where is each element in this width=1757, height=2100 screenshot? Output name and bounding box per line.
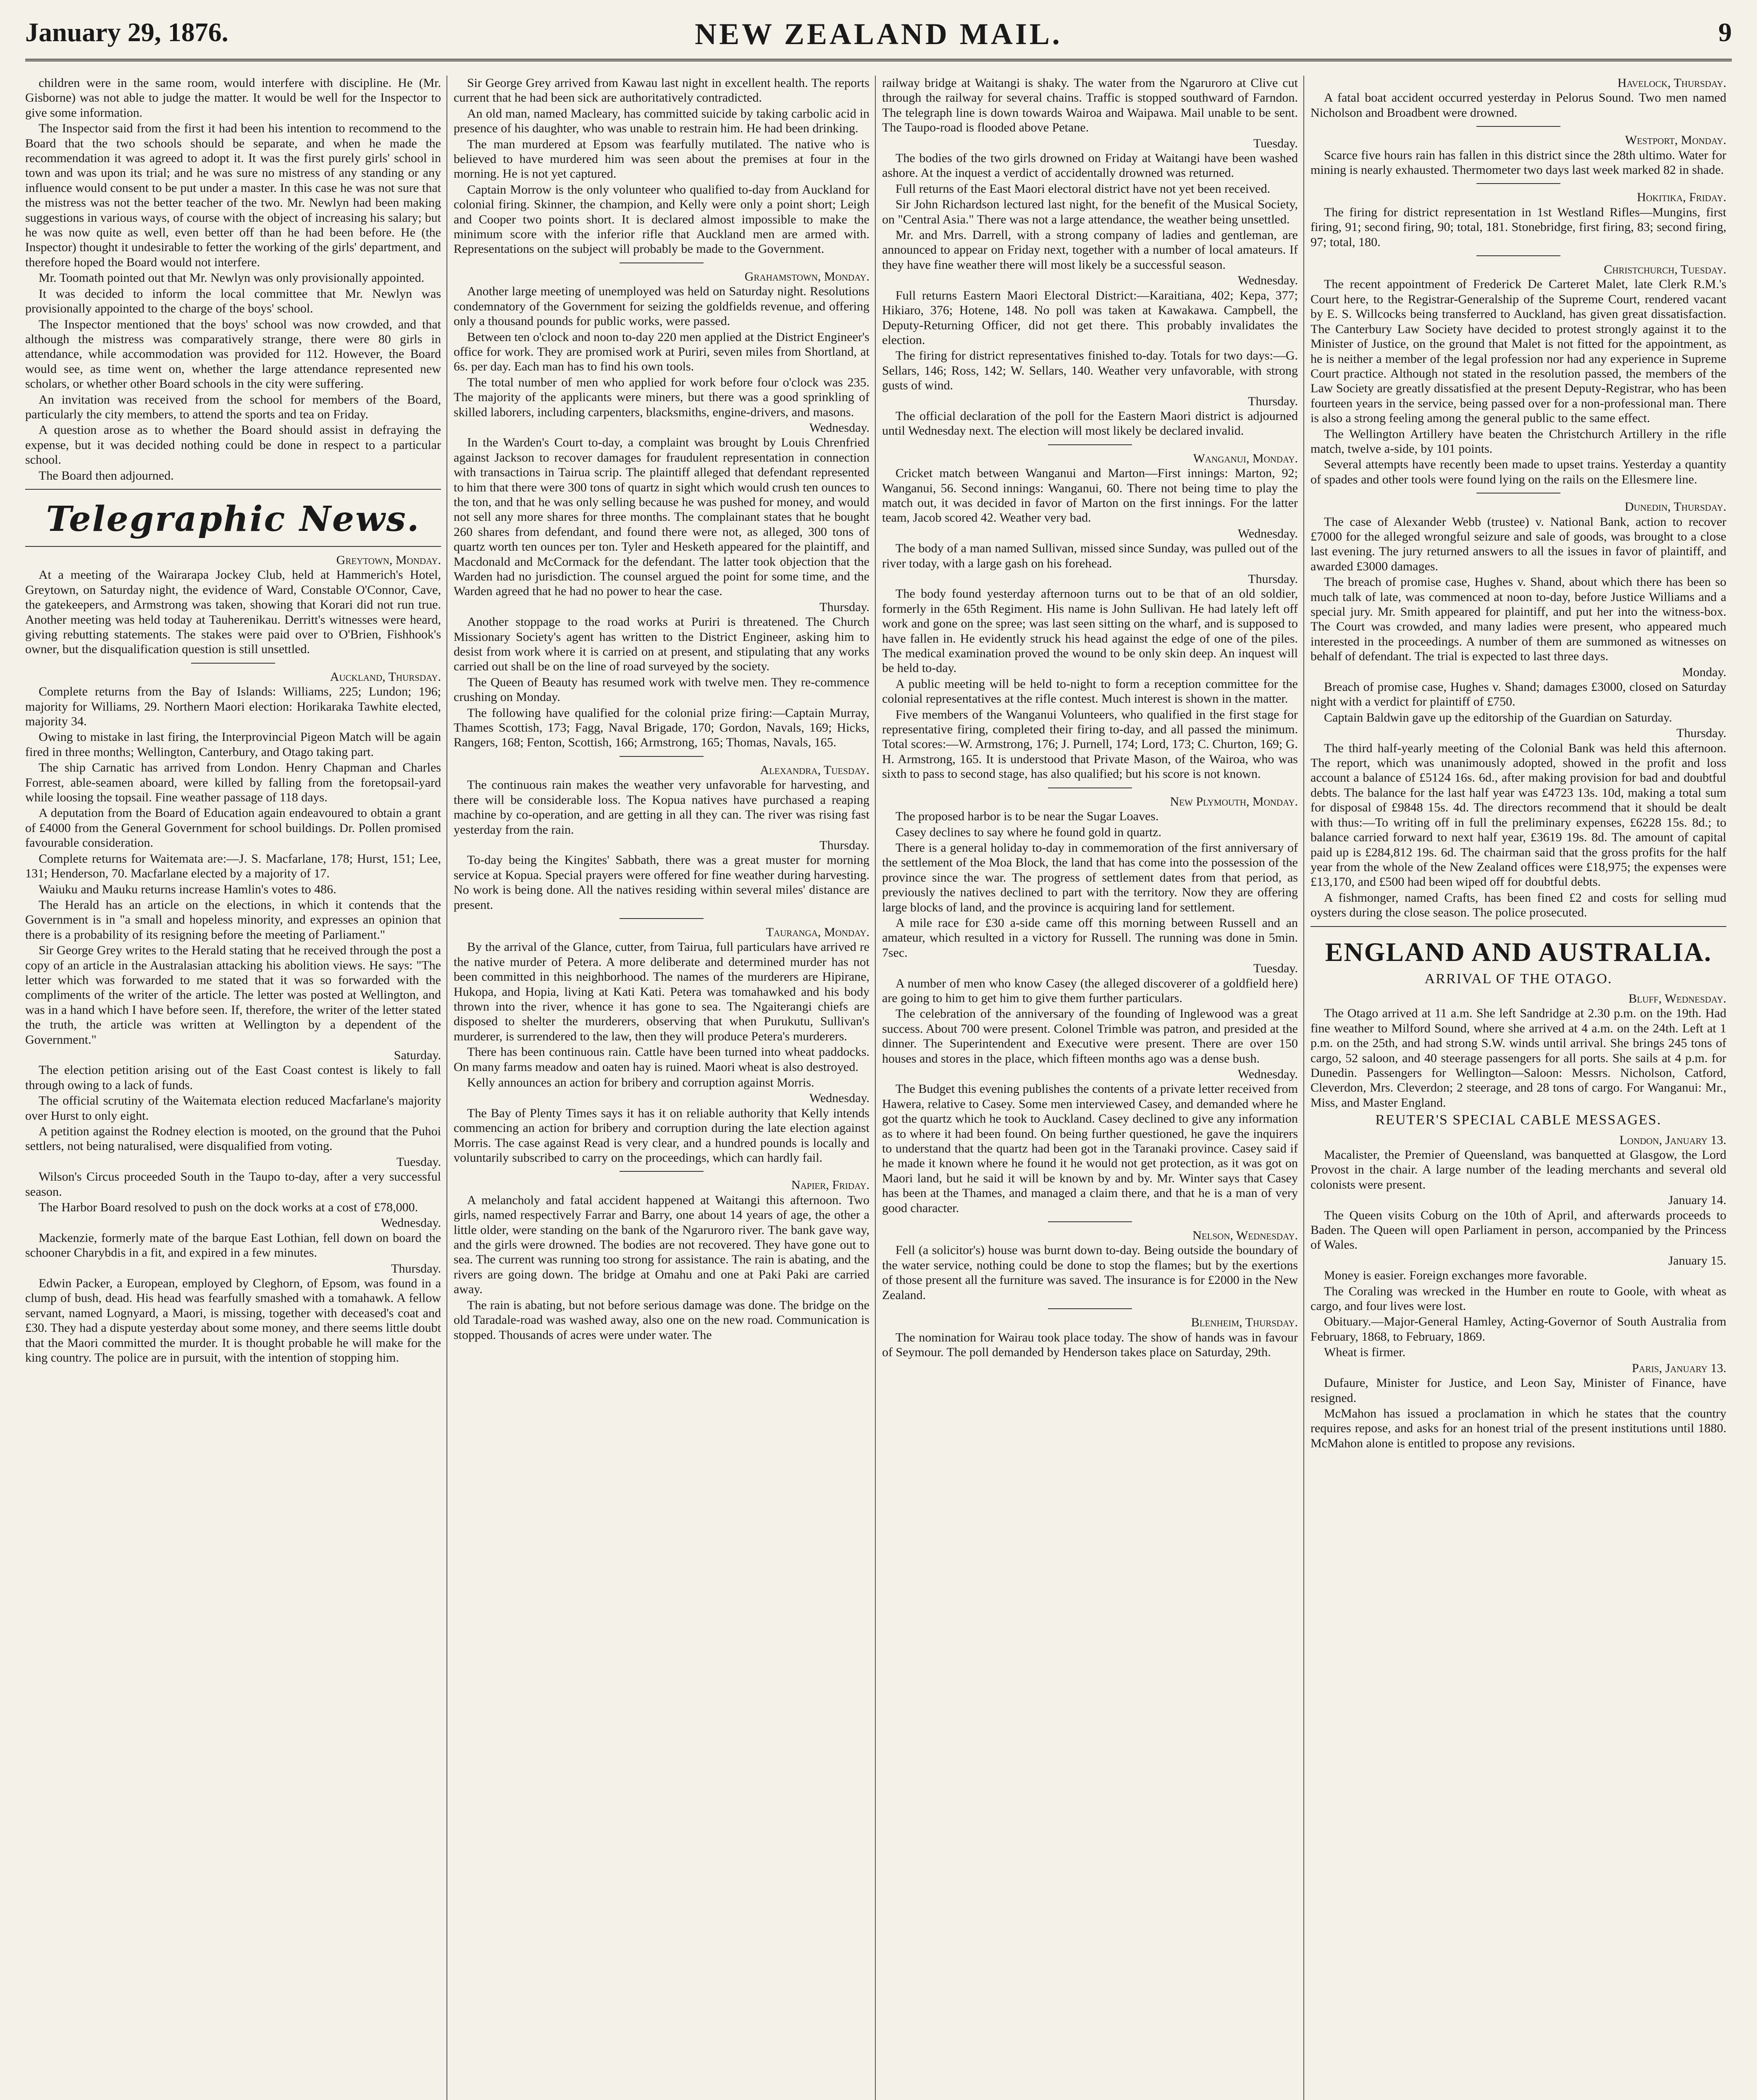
paragraph: The breach of promise case, Hughes v. Shand, about which there has been so much talk of late, was commenced at noon to-day, before Justice Williams and a special jury. Mr. Smith appeared for plaintiff, and put her into the witness-box. The Court was crowded, and many ladies were present, who appeared much interested in the proceedings. A number of them are summoned as witnesses on behalf of defendant. The trial is expected to last three days. bbox=[1311, 575, 1726, 664]
day-subhead: Wednesday. bbox=[381, 1216, 441, 1230]
paragraph: Edwin Packer, a European, employed by Cleghorn, of Epsom, was found in a clump of bush, dead. His head was fearfully smashed with a tomahawk. A fellow servant, named Lognyard, a Maori, is missing, together with deceased's coat and £30. They had a dispute yesterday about some money, and there seems little doubt that the Maori committed the murder. It is thought probable he will make for the king country. The police are in pursuit, with the intention of stopping him. bbox=[25, 1276, 441, 1365]
paragraph: Between ten o'clock and noon to-day 220 men applied at the District Engineer's office for work. They are promised work at Puriri, seven miles from Shortland, at 6s. per day. Each man has to find his own tools. bbox=[454, 330, 869, 374]
day-subhead: Wednesday. bbox=[1237, 273, 1298, 288]
dateline: Blenheim, Thursday. bbox=[1191, 1315, 1298, 1330]
paragraph: Mr. Toomath pointed out that Mr. Newlyn was only provisionally appointed. bbox=[39, 271, 425, 285]
day-subhead: Thursday. bbox=[1676, 726, 1726, 740]
item-divider bbox=[1476, 493, 1560, 494]
paragraph: Complete returns for Waitemata are:—J. S. Macfarlane, 178; Hurst, 151; Lee, 131; Henderson, 70. Macfarlane elected by a majority of 17. bbox=[25, 851, 441, 881]
paragraph: There has been continuous rain. Cattle have been turned into wheat paddocks. On many farms meadow and oaten hay is ruined. Maori wheat is also destroyed. bbox=[454, 1045, 869, 1074]
paragraph: Obituary.—Major-General Hamley, Acting-Governor of South Australia from February, 1868, to February, 1869. bbox=[1311, 1315, 1726, 1344]
item-divider bbox=[1476, 126, 1560, 127]
paragraph: An old man, named Macleary, has committed suicide by taking carbolic acid in presence of his daughter, who was unable to restrain him. He had been drinking. bbox=[454, 106, 869, 136]
paragraph: The case of Alexander Webb (trustee) v. National Bank, action to recover £7000 for the alleged wrongful seizure and sale of goods, was brought to a close last evening. The jury returned answers to all the issues in favor of plaintiff, and awarded £3000 damages. bbox=[1311, 514, 1726, 573]
paragraph: A petition against the Rodney election is mooted, on the ground that the Puhoi settlers, not being naturalised, were disqualified from voting. bbox=[25, 1124, 441, 1153]
paragraph: A deputation from the Board of Education again endeavoured to obtain a grant of £4000 from the General Government for school buildings. Dr. Pollen promised favourable consideration. bbox=[25, 806, 441, 850]
paragraph: A number of men who know Casey (the alleged discoverer of a goldfield here) are going to him to get him to give them further particulars. bbox=[882, 976, 1298, 1005]
paragraph: The Harbor Board resolved to push on the dock works at a cost of £78,000. bbox=[39, 1200, 418, 1215]
dateline: Grahamstown, Monday. bbox=[744, 269, 869, 284]
paragraph: The body of a man named Sullivan, missed since Sunday, was pulled out of the river today, with a large gash on his forehead. bbox=[882, 541, 1298, 570]
day-subhead: January 15. bbox=[1668, 1253, 1726, 1268]
paragraph: Full returns of the East Maori electoral district have not yet been received. bbox=[896, 181, 1271, 196]
paragraph: The election petition arising out of the East Coast contest is likely to fall through owing to a lack of funds. bbox=[25, 1063, 441, 1092]
day-subhead: Wednesday. bbox=[809, 1091, 869, 1105]
masthead bbox=[25, 17, 1732, 61]
paragraph: Another stoppage to the road works at Puriri is threatened. The Church Missionary Society's agent has written to the District Engineer, asking him to desist from work where it is carried on at present, and stipulating that any works carried out shall be on the line of road surveyed by the society. bbox=[454, 615, 869, 674]
paragraph: The Inspector mentioned that the boys' school was now crowded, and that although the mistress was comparatively strange, there were 80 girls in attendance, while accommodation was provided for 112. However, the Board would see, as time went on, whether the large attendance represented new scholars, or whether other Board schools in the city were suffering. bbox=[25, 317, 441, 391]
paragraph: The nomination for Wairau took place today. The show of hands was in favour of Seymour. The poll demanded by Henderson takes place on Saturday, 29th. bbox=[882, 1330, 1298, 1359]
paragraph: Captain Baldwin gave up the editorship of the Guardian on Saturday. bbox=[1324, 710, 1672, 724]
dateline: London, January 13. bbox=[1619, 1133, 1726, 1147]
section-heading-telegraphic-news: Telegraphic News. bbox=[46, 499, 420, 539]
dateline: Havelock, Thursday. bbox=[1617, 76, 1726, 90]
paragraph: The Coraling was wrecked in the Humber en route to Goole, with wheat as cargo, and four lives were lost. bbox=[1311, 1284, 1726, 1313]
day-subhead: Thursday. bbox=[1248, 572, 1298, 586]
day-subhead: Tuesday. bbox=[1253, 136, 1298, 150]
paragraph: Money is easier. Foreign exchanges more favorable. bbox=[1324, 1268, 1587, 1283]
section-subheading: REUTER'S SPECIAL CABLE MESSAGES. bbox=[1375, 1112, 1662, 1128]
paragraph: The total number of men who applied for work before four o'clock was 235. The majority of the applicants were miners, but there was a good sprinkling of skilled laborers, including carpenters, blacksmiths, engine-drivers, and masons. bbox=[454, 375, 869, 419]
item-divider bbox=[1048, 1308, 1132, 1309]
paragraph: The Budget this evening publishes the contents of a private letter received from Hawera, relative to Casey. Some men interviewed Casey, and demanded where he got the quartz which he took to Auckland. Casey declined to give any information as to where it had been found. On being further questioned, he gave the inquirers to understand that the quartz had been got in the Taranaki province. Casey said if he made it known where he found it he would not get protection, as it was got on Maori land, but he said it will be known by and by. Mr. Winter says that Casey has been at the Thames, and managed a claim there, and that he is a man of very good character. bbox=[882, 1082, 1298, 1215]
day-subhead: Tuesday. bbox=[1253, 961, 1298, 976]
paragraph: The celebration of the anniversary of the founding of Inglewood was a great success. About 700 were present. Colonel Trimble was patron, and presided at the dinner. The Superintendent and Executive were present. There are over 150 houses and stores in the place, which fifteen months ago was a dense bush. bbox=[882, 1007, 1298, 1066]
day-subhead: Thursday. bbox=[1248, 394, 1298, 408]
dateline: Napier, Friday. bbox=[791, 1178, 869, 1192]
paragraph: Mr. and Mrs. Darrell, with a strong company of ladies and gentleman, are announced to appear on Friday next, together with a number of local amateurs. If they have fine weather there will most likely be a successful season. bbox=[882, 228, 1298, 272]
dateline: Bluff, Wednesday. bbox=[1628, 991, 1726, 1005]
day-subhead: Thursday. bbox=[391, 1261, 441, 1276]
paragraph: The body found yesterday afternoon turns out to be that of an old soldier, formerly in the 65th Regiment. His name is John Sullivan. He had lately left off work and gone on the spree; was last seen sitting on the wharf, and is supposed to have fallen in. He evidently struck his head against the edge of one of the piles. The medical examination proved the wound to be only skin deep. An inquest will be held to-day. bbox=[882, 587, 1298, 675]
item-divider bbox=[1476, 255, 1560, 256]
paragraph: railway bridge at Waitangi is shaky. The water from the Ngaruroro at Clive cut through the railway for several chains. Traffic is stopped southward of Farndon. The telegraph line is down towards Wairoa and Waipawa. Mail unable to be sent. The Taupo-road is flooded above Petane. bbox=[882, 76, 1298, 135]
paragraph: The recent appointment of Frederick De Carteret Malet, late Clerk R.M.'s Court here, to the Registrar-Generalship of the Supreme Court, rendered vacant by E. S. Willcocks being transferred to Auckland, has given great dissatisfaction. The Canterbury Law Society have decided to protest strongly against it to the Minister of Justice, on the ground that Malet is not fitted for the appointment, as he is neither a member of the legal profession nor had any experience in Supreme Court practice. Although not stated in the resolution passed, the members of the Law Society are greatly dissatisfied at the present Deputy-Registrar, who has been fourteen years in the service, being passed over for a non-professional man. There is also a strong feeling among the general public to the same effect. bbox=[1311, 277, 1726, 425]
paragraph: Owing to mistake in last firing, the Interprovincial Pigeon Match will be again fired in three months; Wellington, Canterbury, and Otago taking part. bbox=[25, 730, 441, 759]
paragraph: The Herald has an article on the elections, in which it contends that the Government is in "a small and hopeless minority, and expresses an opinion that there is a probability of its resigning before the meeting of Parliament." bbox=[25, 898, 441, 942]
paragraph: It was decided to inform the local committee that Mr. Newlyn was provisionally appointed to the charge of the boys' school. bbox=[25, 286, 441, 316]
paragraph: Breach of promise case, Hughes v. Shand; damages £3000, closed on Saturday night with a verdict for plaintiff of £750. bbox=[1311, 680, 1726, 709]
paragraph: The Bay of Plenty Times says it has it on reliable authority that Kelly intends commencing an action for bribery and corruption during the late election against Morris. The case against Read is very clear, and a hundred pounds is locally and voluntarily subscribed to carry on the proceedings, which can hardly fail. bbox=[454, 1106, 869, 1165]
paragraph: A melancholy and fatal accident happened at Waitangi this afternoon. Two girls, named respectively Farrar and Barry, one about 14 years of age, the other a little older, were standing on the bank of the Ngaruroro river. The bank gave way, and the girls were drowned. The bodies are not recovered. They have gone out to sea. The current was running too strong for assistance. The rain is abating, and the rivers are going down. The bridge at Omahu and one at Paki Paki are carried away. bbox=[454, 1193, 869, 1297]
column-1 bbox=[25, 76, 441, 2100]
dateline: Hokitika, Friday. bbox=[1637, 190, 1726, 205]
column-4 bbox=[1311, 76, 1726, 2100]
paragraph: children were in the same room, would interfere with discipline. He (Mr. Gisborne) was not able to judge the matter. It would be well for the Inspector to give some information. bbox=[25, 76, 441, 120]
dateline: New Plymouth, Monday. bbox=[1170, 794, 1298, 808]
paragraph: At a meeting of the Wairarapa Jockey Club, held at Hammerich's Hotel, Greytown, on Saturday night, the evidence of Ward, Constable O'Connor, Cave, the gatekeepers, and Armstrong was taken, showing that Korari did not run true. Another meeting was held today at Tauherenikau. Derritt's witnesses were heard, giving rebutting statements. The stakes were paid over to O'Brien, Fishhook's owner, but the disqualification question is still unsettled. bbox=[25, 568, 441, 656]
paragraph: To-day being the Kingites' Sabbath, there was a great muster for morning service at Kopua. Special prayers were offered for fine weather during harvesting. No work is being done. All the natives residing within several miles' distance are present. bbox=[454, 853, 869, 912]
column-rule bbox=[446, 76, 447, 2100]
paragraph: Wilson's Circus proceeded South in the Taupo to-day, after a very successful season. bbox=[25, 1170, 441, 1199]
paragraph: Sir John Richardson lectured last night, for the benefit of the Musical Society, on "Central Asia." There was not a large attendance, the weather being unsettled. bbox=[882, 197, 1298, 226]
paragraph: An invitation was received from the school for members of the Board, particularly the city members, to attend the sports and tea on Friday. bbox=[25, 392, 441, 421]
dateline: Tauranga, Monday. bbox=[766, 925, 869, 939]
section-divider bbox=[25, 489, 441, 490]
item-divider bbox=[620, 262, 704, 263]
paragraph: The Inspector said from the first it had been his intention to recommend to the Board that the two schools should be separate, and when he made the recommendation it was agreed to adopt it. It was the first purely girls' school in town and was upon its trial; and he was sure no mistress of any standing or any influence would consent to be put under a master. In this case he was not sure that the mistress was not the better teacher of the two. Mr. Newlyn had been making suggestions in various ways, of course with the object of increasing his salary; but he was now quite as well, even better off than he had been before. He (the Inspector) thought it undesirable to fetter the working of the girls' department, and therefore hoped the Board would not interfere. bbox=[25, 121, 441, 269]
paragraph: There is a general holiday to-day in commemoration of the first anniversary of the settlement of the Moa Block, the land that has come into the possession of the province since the war. The progress of settlement dates from that period, as previously the natives declined to part with the territory. Now they are offering large blocks of land, and the province is acquiring land for settlement. bbox=[882, 840, 1298, 914]
paragraph: Sir George Grey writes to the Herald stating that he received through the post a copy of an article in the Australasian attacking his abolition views. He says: "The letter which was forwarded to me stated that it was so forwarded with the compliments of the writer of the article. The letter was posted at Wellington, and was in a hand which I have before seen. If, therefore, the writer of the letter stated the truth, the article was written at Wellington by a dependent of the Government." bbox=[25, 943, 441, 1047]
dateline: Greytown, Monday. bbox=[336, 553, 441, 567]
day-subhead: Thursday. bbox=[819, 838, 869, 852]
paragraph: The Queen of Beauty has resumed work with twelve men. They re-commence crushing on Monday. bbox=[454, 675, 869, 704]
dateline: Paris, January 13. bbox=[1632, 1361, 1726, 1375]
paragraph: Complete returns from the Bay of Islands: Williams, 225; Lundon; 196; majority for Williams, 29. Northern Maori election: Horikaraka Tawhite elected, majority 34. bbox=[25, 685, 441, 729]
section-divider bbox=[1311, 926, 1726, 927]
paragraph: Wheat is firmer. bbox=[1324, 1345, 1406, 1360]
day-subhead: Tuesday. bbox=[396, 1155, 441, 1169]
paragraph: The proposed harbor is to be near the Sugar Loaves. bbox=[896, 809, 1159, 824]
paragraph: By the arrival of the Glance, cutter, from Tairua, full particulars have arrived re the native murder of Petera. A more deliberate and determined murder has not been committed in this neighborhood. The names of the murderers are Hipirane, Hukopa, and Hopia, living at Kati Kati. Petera was tomahawked and his body thrown into the river, whence it has gone to sea. The Ngaiterangi chiefs are disposed to shelter the murderers, observing that when Purukutu, Sullivan's murderer, is surrendered to the law, then they will produce Petera's murderers. bbox=[454, 940, 869, 1043]
paragraph: A public meeting will be held to-night to form a reception committee for the colonial representatives at the rifle contest. Much interest is shown in the matter. bbox=[882, 677, 1298, 706]
paragraph: The rain is abating, but not before serious damage was done. The bridge on the old Taradale-road was washed away, also one on the new road. Communication is stopped. Thousands of acres were under water. The bbox=[454, 1298, 869, 1342]
day-subhead: Thursday. bbox=[819, 600, 869, 614]
paragraph: The ship Carnatic has arrived from London. Henry Chapman and Charles Forrest, able-seamen aboard, were killed by falling from the foretopsail-yard while loosing the topsail. Fine weather passage of 118 days. bbox=[25, 761, 441, 805]
item-divider bbox=[1048, 1221, 1132, 1222]
paragraph: The Queen visits Coburg on the 10th of April, and afterwards proceeds to Baden. The Queen will open Parliament in person, accompanied by the Princess of Wales. bbox=[1311, 1208, 1726, 1252]
paragraph: A question arose as to whether the Board should assist in defraying the expense, but it was decided nothing could be done in respect to a particular school. bbox=[25, 423, 441, 467]
paragraph: Mackenzie, formerly mate of the barque East Lothian, fell down on board the schooner Charybdis in a fit, and expired in a few minutes. bbox=[25, 1231, 441, 1260]
dateline: Alexandra, Tuesday. bbox=[760, 763, 869, 777]
dateline: Christchurch, Tuesday. bbox=[1604, 262, 1726, 277]
paragraph: In the Warden's Court to-day, a complaint was brought by Louis Chrenfried against Jackson to recover damages for fraudulent representation in connection with transactions in Tairua scrip. The plaintiff alleged that defendant represented to him that there were 300 tons of quartz in sight which would crush ten ounces to the ton, and that he was only selling because he was pushed for money, and would not sell any more shares for three months. The complainant states that he bought 260 shares from defendant, and found there were not, as alleged, 300 tons of quartz worth ten ounces per ton. Tyler and Hesketh appeared for the plaintiff, and Macdonald and McCormack for the defendant. The latter took objection that the Warden had no jurisdiction. The counsel argued the point for some time, and the Warden agreed that he had no power to hear the case. bbox=[454, 436, 869, 598]
item-divider bbox=[1476, 183, 1560, 184]
page-number: 9 bbox=[1718, 17, 1732, 47]
paragraph: A fishmonger, named Crafts, has been fined £2 and costs for selling mud oysters during the close season. The police prosecuted. bbox=[1311, 890, 1726, 920]
paragraph: The official scrutiny of the Waitemata election reduced Macfarlane's majority over Hurst to only eight. bbox=[25, 1094, 441, 1123]
paragraph: The following have qualified for the colonial prize firing:—Captain Murray, Thames Scottish, 173; Fagg, Naval Brigade, 170; Gordon, Navals, 169; Hicks, Rangers, 168; Fenton, Scottish, 166; Armstrong, 165; Thomas, Navals, 165. bbox=[454, 706, 869, 750]
paragraph: Captain Morrow is the only volunteer who qualified to-day from Auckland for colonial firing. Skinner, the champion, and Kelly were only a point short; Leigh and Cooper two points short. It is declared almost impossible to make the minimum score with the inferior rifle that Auckland men are armed with. Representations on the subject will probably be made to the Government. bbox=[454, 182, 869, 256]
dateline: Wanganui, Monday. bbox=[1193, 451, 1298, 465]
paragraph: A mile race for £30 a-side came off this morning between Russell and an amateur, which resulted in a victory for Russell. The running was done in 5min. 7sec. bbox=[882, 916, 1298, 960]
paragraph: The firing for district representation in 1st Westland Rifles—Mungins, first firing, 91; second firing, 90; total, 181. Stonebridge, first firing, 83; second firing, 97; total, 180. bbox=[1311, 205, 1726, 249]
column-2 bbox=[454, 76, 869, 2100]
paragraph: Full returns Eastern Maori Electoral District:—Karaitiana, 402; Kepa, 377; Hikiaro, 376; Hotene, 148. No poll was taken at Kawakawa. Campbell, the Deputy-Returning Officer, did not get there. This probably invalidates the election. bbox=[882, 288, 1298, 347]
paragraph: The man murdered at Epsom was fearfully mutilated. The native who is believed to have murdered him was seen about the premises at four in the morning. He is not yet captured. bbox=[454, 137, 869, 181]
day-subhead: Wednesday. bbox=[1237, 526, 1298, 541]
paragraph: The Board then adjourned. bbox=[39, 468, 174, 483]
paragraph: Sir George Grey arrived from Kawau last night in excellent health. The reports current that he had been sick are authoritatively contradicted. bbox=[454, 76, 869, 105]
paragraph: The continuous rain makes the weather very unfavorable for harvesting, and there will be considerable loss. The Kopua natives have purchased a reaping machine by co-operation, and are getting in all they can. The river was rising fast yesterday from the rain. bbox=[454, 778, 869, 837]
item-divider bbox=[620, 1171, 704, 1172]
dateline: Westport, Monday. bbox=[1625, 133, 1726, 147]
paragraph: The official declaration of the poll for the Eastern Maori district is adjourned until Wednesday next. The election will most likely be declared invalid. bbox=[882, 409, 1298, 438]
day-subhead: Saturday. bbox=[394, 1048, 441, 1062]
section-heading-england-australia: ENGLAND AND AUSTRALIA. bbox=[1325, 937, 1712, 967]
section-divider bbox=[25, 546, 441, 547]
day-subhead: January 14. bbox=[1668, 1193, 1726, 1208]
item-divider bbox=[191, 663, 275, 664]
issue-date: January 29, 1876. bbox=[25, 17, 228, 47]
paragraph: The bodies of the two girls drowned on Friday at Waitangi have been washed ashore. At the inquest a verdict of accidentally drowned was returned. bbox=[882, 151, 1298, 180]
dateline: Nelson, Wednesday. bbox=[1192, 1228, 1298, 1243]
paragraph: Waiuku and Mauku returns increase Hamlin's votes to 486. bbox=[39, 882, 336, 896]
paragraph: Dufaure, Minister for Justice, and Leon Say, Minister of Finance, have resigned. bbox=[1311, 1376, 1726, 1405]
paragraph: Several attempts have recently been made to upset trains. Yesterday a quantity of spades and other tools were found lying on the rails on the Ellesmere line. bbox=[1311, 457, 1726, 486]
section-subheading: ARRIVAL OF THE OTAGO. bbox=[1424, 971, 1613, 987]
paragraph: Fell (a solicitor's) house was burnt down to-day. Being outside the boundary of the water service, nothing could be done to stop the flames; but by the exertions of those present all the furniture was saved. The insurance is for £2000 in the New Zealand. bbox=[882, 1243, 1298, 1302]
newspaper-title: NEW ZEALAND MAIL. bbox=[695, 17, 1062, 51]
column-3 bbox=[882, 76, 1298, 2100]
paragraph: Macalister, the Premier of Queensland, was banquetted at Glasgow, the Lord Provost in the chair. A large number of the leading merchants and several old colonists were present. bbox=[1311, 1148, 1726, 1192]
paragraph: McMahon has issued a proclamation in which he states that the country requires repose, and asks for an honest trial of the present institutions until 1880. McMahon alone is entitled to propose any revisions. bbox=[1311, 1406, 1726, 1450]
item-divider bbox=[620, 918, 704, 919]
day-subhead: Wednesday. bbox=[809, 420, 869, 435]
day-subhead: Wednesday. bbox=[1237, 1067, 1298, 1081]
dateline: Dunedin, Thursday. bbox=[1624, 500, 1726, 514]
paragraph: A fatal boat accident occurred yesterday in Pelorus Sound. Two men named Nicholson and Broadbent were drowned. bbox=[1311, 91, 1726, 120]
paragraph: Scarce five hours rain has fallen in this district since the 28th ultimo. Water for mining is nearly exhausted. Thermometer two days last week marked 82 in shade. bbox=[1311, 148, 1726, 177]
paragraph: Five members of the Wanganui Volunteers, who qualified in the first stage for representative firing, completed their firing to-day, and all passed the minimum. Total scores:—W. Armstrong, 176; J. Purnell, 174; Lord, 173; C. Churton, 169; G. H. Armstrong, 165. It is understood that Private Mason, of the Wairoa, who was sixth to pass to second stage, has also qualified; but his score is not known. bbox=[882, 707, 1298, 781]
paragraph: The third half-yearly meeting of the Colonial Bank was held this afternoon. The report, which was unanimously adopted, showed in the profit and loss account a balance of £5124 16s. 6d., after making provision for bad and doubtful debts. The balance for the last half year was £4723 13s. 10d, making a total sum for disposal of £9848 15s. 4d. The directors recommend that it should be dealt with thus:—To writing off in full the preliminary expenses, £6228 15s. 8d.; to balance carried forward to next half year, £3619 19s. 8d. The amount of capital paid up is £284,812 19s. 6d. The chairman said that the gross profits for the half year from the whole of the New Zealand offices were £18,975; the expenses were £13,170, and £500 had been wiped off for doubtful debts. bbox=[1311, 741, 1726, 889]
paragraph: Cricket match between Wanganui and Marton—First innings: Marton, 92; Wanganui, 56. Second innings: Wanganui, 60. There not being time to play the match out, it was decided in favor of Marton on the first innings. For the latter team, Jacob scored 42. Weather very bad. bbox=[882, 466, 1298, 525]
paragraph: Kelly announces an action for bribery and corruption against Morris. bbox=[467, 1076, 814, 1089]
paragraph: The Wellington Artillery have beaten the Christchurch Artillery in the rifle match, twelve a-side, by 101 points. bbox=[1311, 427, 1726, 456]
paragraph: The Otago arrived at 11 a.m. She left Sandridge at 2.30 p.m. on the 19th. Had fine weather to Milford Sound, where she arrived at 4 a.m. on the 24th. Left at 1 p.m. on the 25th, and had strong S.W. winds until arrival. She brings 245 tons of cargo, 52 saloon, and 40 steerage passengers for all ports. She sails at 4 p.m. for Dunedin. Passengers for Wellington—Saloon: Messrs. Nicholson, Catford, Cleverdon, Mrs. Cleverdon; 2 steerage, and 28 tons of cargo. For Wanganui: Mr., Miss, and Master England. bbox=[1311, 1006, 1726, 1110]
day-subhead: Monday. bbox=[1682, 665, 1726, 679]
item-divider bbox=[1048, 444, 1132, 445]
item-divider bbox=[620, 756, 704, 757]
paragraph: The firing for district representatives finished to-day. Totals for two days:—G. Sellars, 146; Ross, 142; W. Sellars, 140. Weather very unfavorable, with strong gusts of wind. bbox=[882, 349, 1298, 393]
paragraph: Another large meeting of unemployed was held on Saturday night. Resolutions condemnatory of the Government for seizing the goldfields revenue, and offering only a thousand pounds for public works, were passed. bbox=[454, 284, 869, 328]
dateline: Auckland, Thursday. bbox=[330, 669, 441, 684]
column-rule bbox=[1303, 76, 1304, 2100]
column-rule bbox=[875, 76, 876, 2100]
paragraph: Casey declines to say where he found gold in quartz. bbox=[896, 825, 1162, 839]
